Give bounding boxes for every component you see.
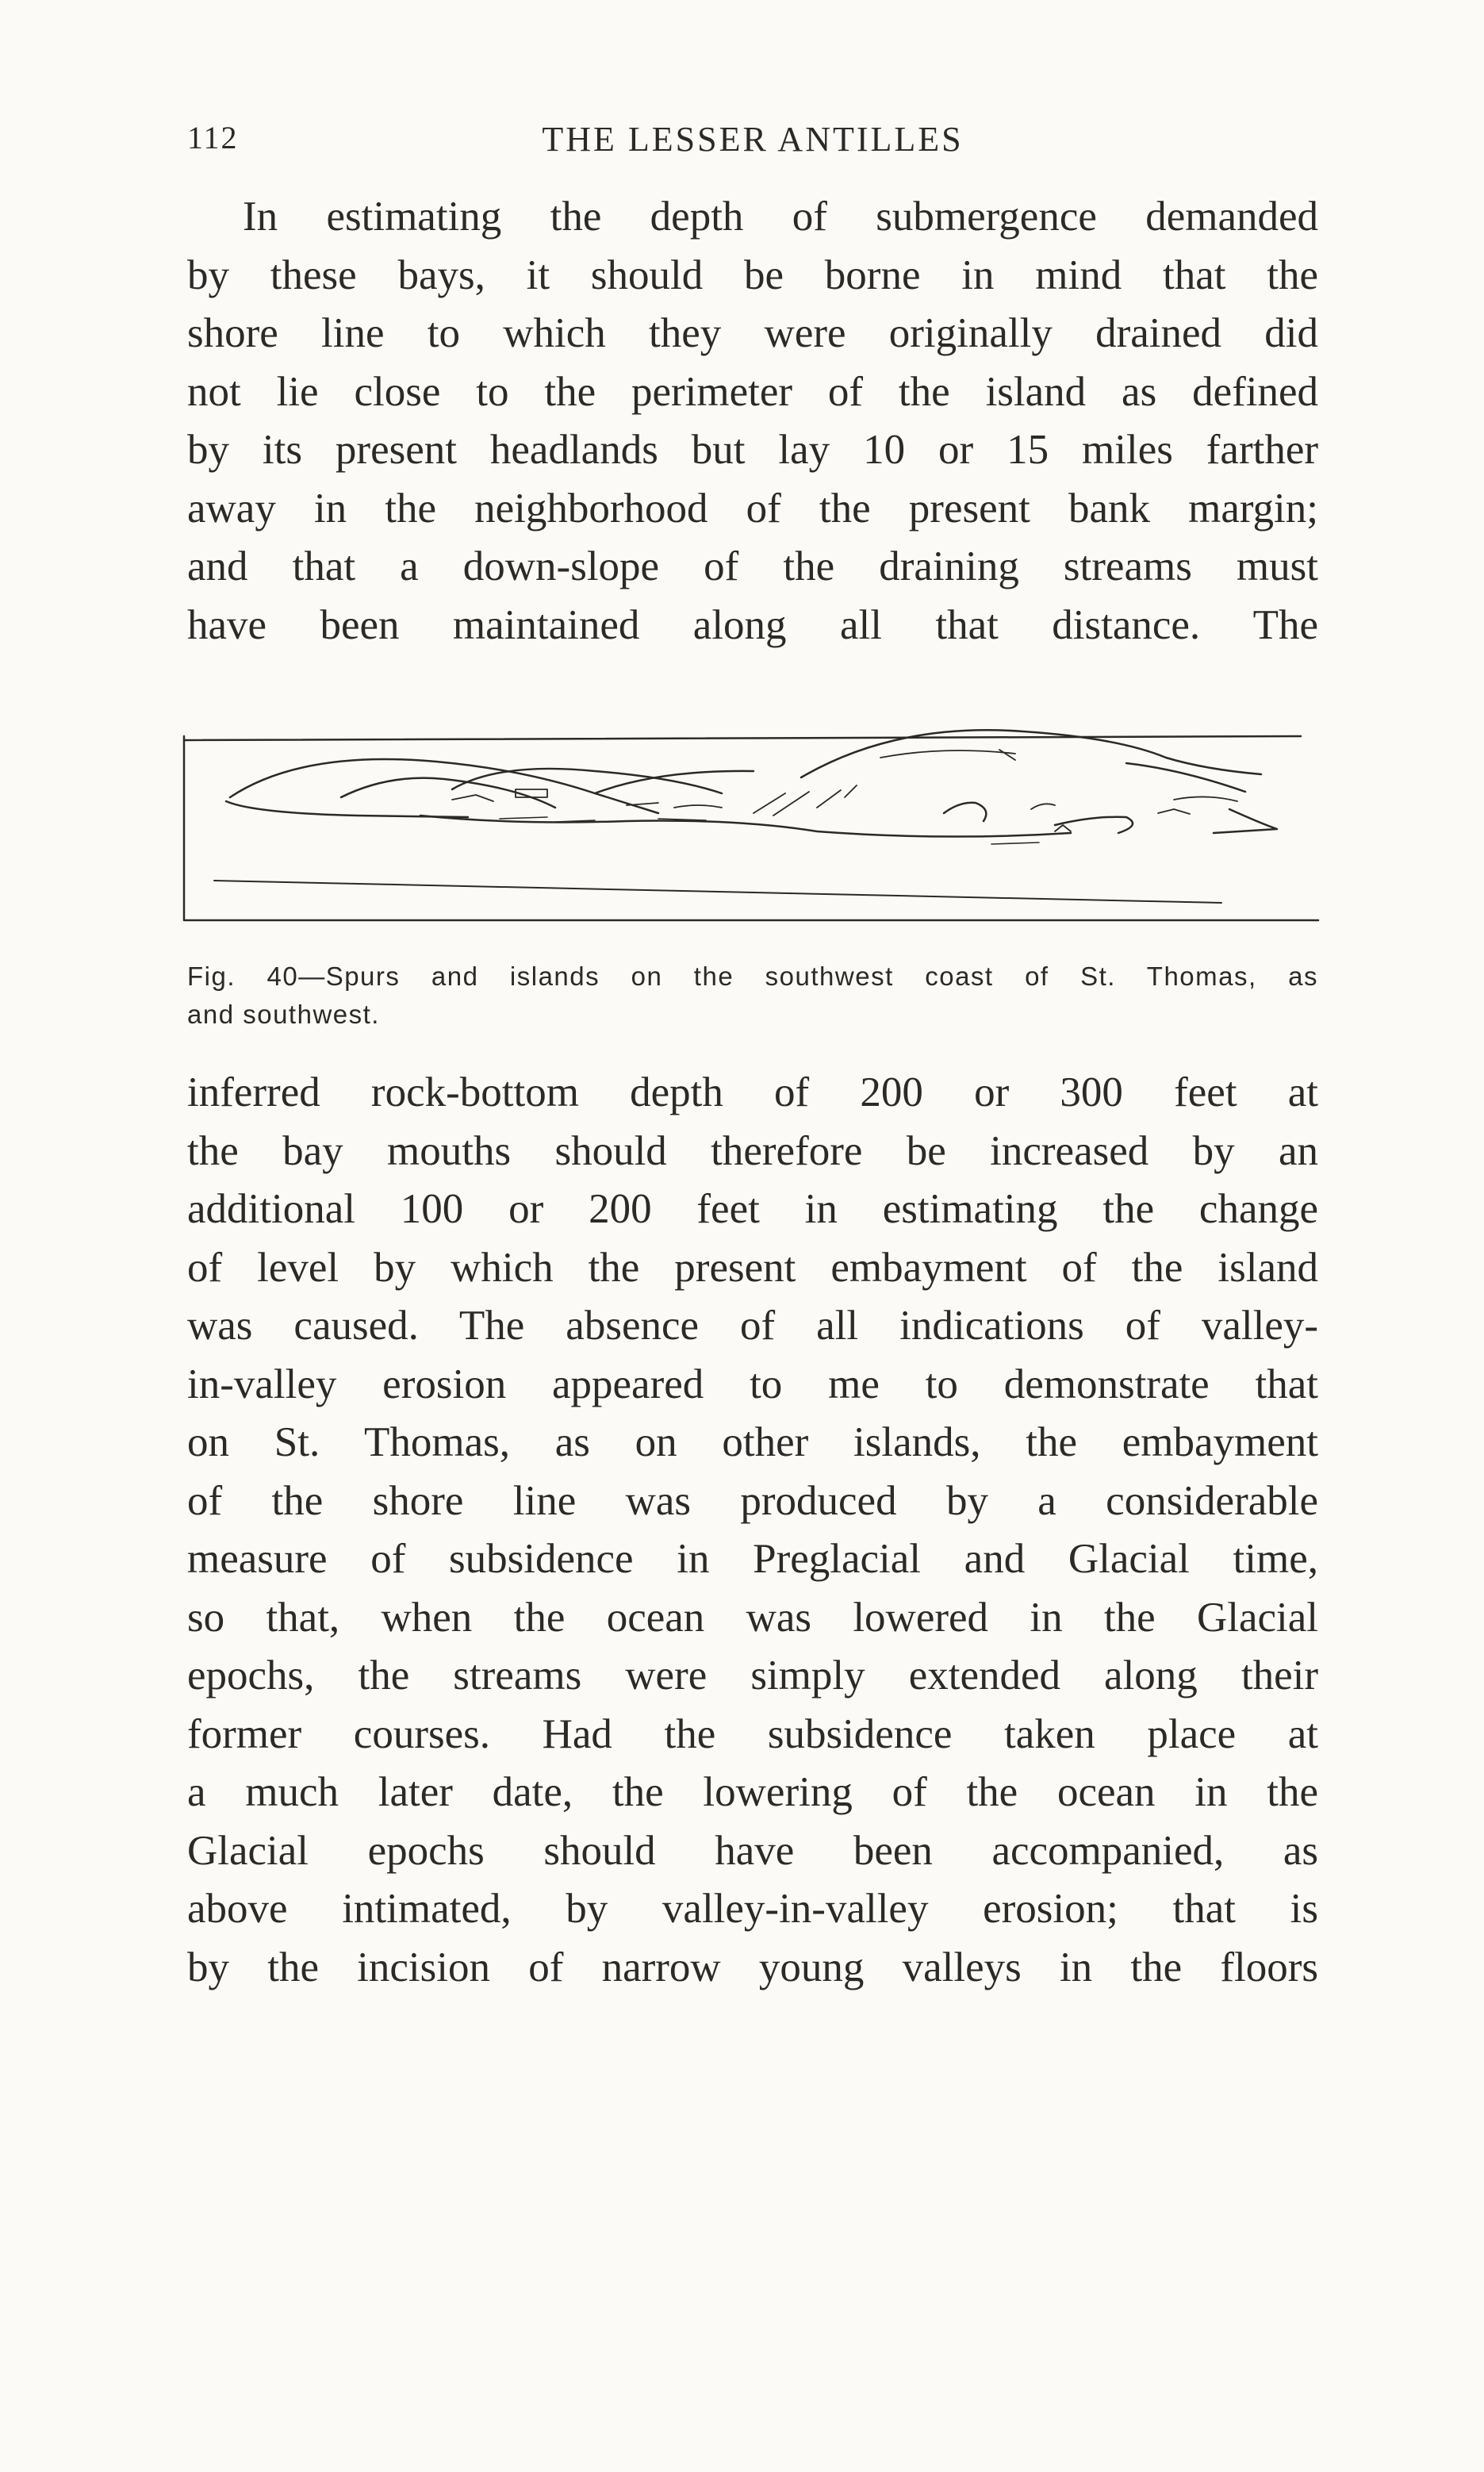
text-line: Glacial epochs should have been accompanied, as (187, 1827, 1318, 1874)
horizon-line (184, 736, 1301, 740)
hill-outline (452, 769, 722, 793)
text-line: not lie close to the perimeter of the island as defined (187, 368, 1318, 415)
text-line: of level by which the present embayment of the island (187, 1244, 1318, 1291)
islet-outline (944, 803, 986, 821)
text-line: in-valley erosion appeared to me to demonstrate that (187, 1361, 1318, 1407)
text-line: shore line to which they were originally drained did (187, 310, 1318, 356)
text-line: by these bays, it should be borne in mind that the (187, 251, 1318, 298)
text-line: additional 100 or 200 feet in estimating the change (187, 1186, 1318, 1232)
hill-outline (880, 750, 1015, 758)
building-sketch (1158, 809, 1190, 814)
text-line: and that a down-slope of the draining streams must (187, 543, 1318, 589)
slope-hatch (773, 792, 809, 816)
figure-40-sketch (182, 714, 1325, 928)
paragraph-1 (187, 188, 1318, 654)
building-sketch (674, 805, 722, 808)
islet-outline (1174, 796, 1237, 801)
text-line: former courses. Had the subsidence taken place at (187, 1710, 1318, 1757)
slope-hatch (817, 790, 841, 808)
hill-outline (341, 778, 555, 808)
text-line: was caused. The absence of all indications of valley- (187, 1303, 1318, 1349)
building-sketch (452, 795, 493, 801)
hill-outline (226, 801, 468, 817)
slope-hatch (845, 785, 857, 797)
figure-caption (187, 958, 1318, 1034)
text-line: so that, when the ocean was lowered in the Glacial (187, 1594, 1318, 1641)
text-line: a much later date, the lowering of the ocean in the (187, 1769, 1318, 1815)
paragraph-2 (187, 1064, 1318, 1997)
coast-sketch-illustration (182, 714, 1325, 928)
text-line: measure of subsidence in Preglacial and Glacial time, (187, 1536, 1318, 1582)
text-line: of the shore line was produced by a considerable (187, 1477, 1318, 1524)
caption-line: and southwest. (187, 1000, 380, 1029)
text-line: In estimating the depth of submergence demanded (243, 194, 1318, 240)
text-line: above intimated, by valley-in-valley erosion; that is (187, 1886, 1318, 1932)
page-number: 112 (187, 120, 239, 155)
text-line: inferred rock-bottom depth of 200 or 300 feet at (187, 1069, 1318, 1115)
tree-line (991, 843, 1039, 844)
running-head (187, 119, 1318, 167)
text-line: by its present headlands but lay 10 or 15 miles farther (187, 427, 1318, 473)
text-line: on St. Thomas, as on other islands, the embayment (187, 1419, 1318, 1465)
islet-outline (1031, 804, 1055, 809)
text-line: away in the neighborhood of the present bank margin; (187, 485, 1318, 532)
hill-outline (230, 759, 658, 813)
running-title: THE LESSER ANTILLES (542, 120, 964, 159)
slope-hatch (999, 750, 1015, 760)
text-line: have been maintained along all that distance. The (187, 601, 1318, 648)
hill-outline (1126, 763, 1245, 792)
foreground-line (214, 881, 1221, 903)
text-line: epochs, the streams were simply extended along their (187, 1652, 1318, 1699)
text-line: the bay mouths should therefore be increased by an (187, 1127, 1318, 1174)
building-sketch (1055, 825, 1071, 831)
islet-outline (1214, 809, 1277, 833)
caption-line: Fig. 40—Spurs and islands on the southwest coast of St. Thomas, as (187, 962, 1318, 991)
text-line: by the incision of narrow young valleys in the floors (187, 1944, 1318, 1990)
islet-outline (1055, 817, 1133, 833)
